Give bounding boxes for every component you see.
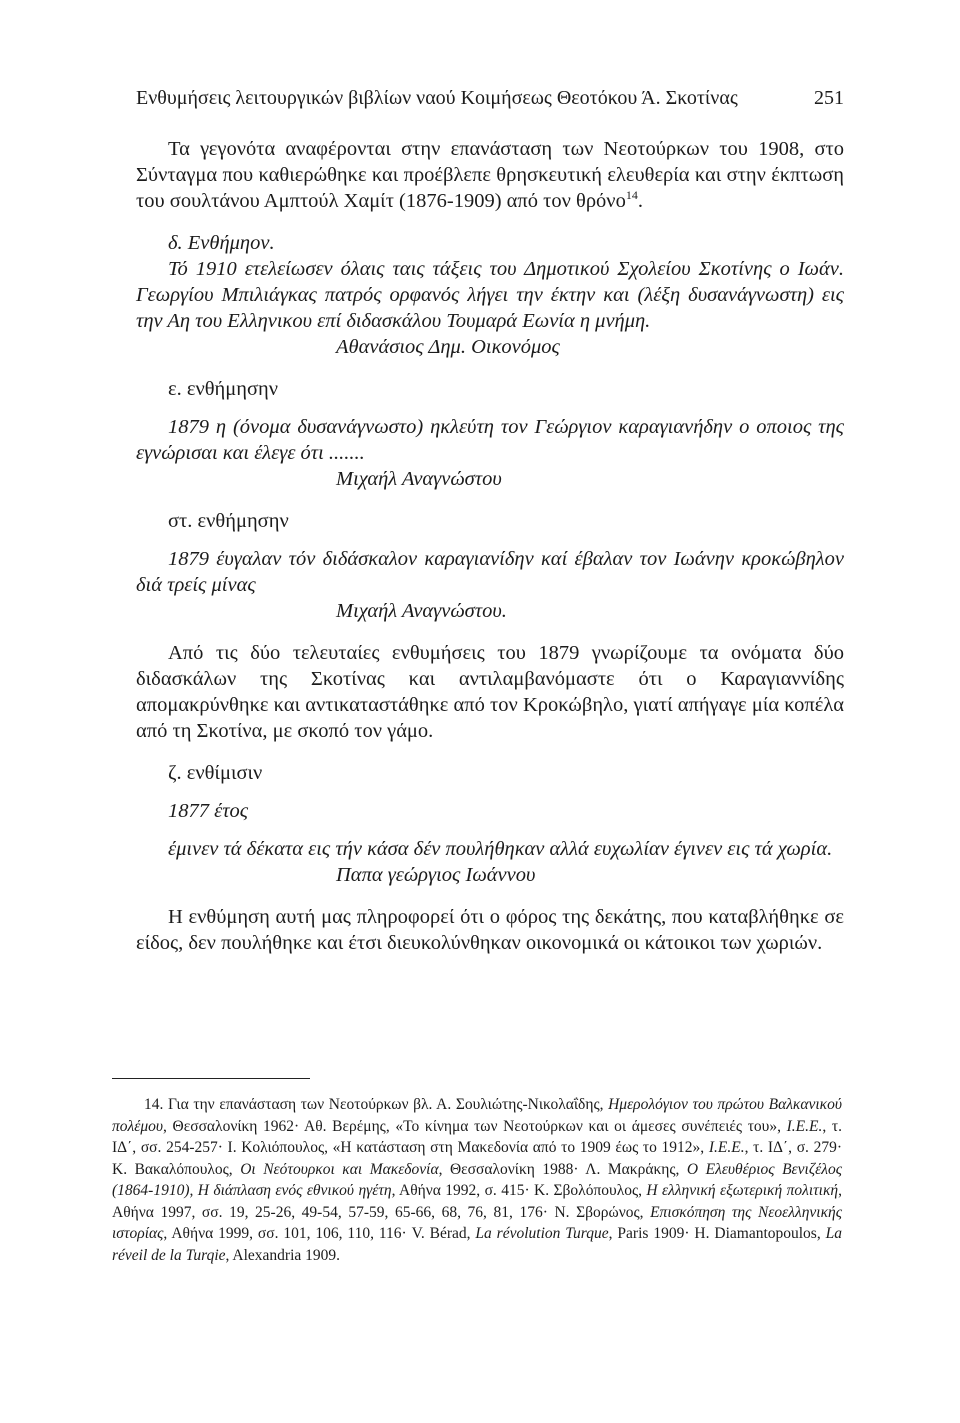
entry-st-body: 1879 έυγαλαν τόν διδάσκαλον καραγιανίδην καί έβαλαν τον Ιωάνην κροκώβηλον διά τρείς μίνας (136, 548, 844, 596)
entry-e-heading: ε. ενθήμησην (168, 378, 279, 400)
footnote-text: , τ. ΙΔ΄, σσ. 254-257· Ι. Κολιόπουλος, «Η κατάσταση στη Μακεδονία από το 1909 έως το 1912», (112, 1117, 843, 1156)
footnote-text: , Αθήνα 1992, σ. 415· Κ. Σβολόπουλος, (391, 1182, 647, 1199)
footnote-divider (112, 1078, 310, 1079)
footnote-text: , Αθήνα 1997, σσ. 19, 25-26, 49-54, 57-59, 65-66, 68, 76, 81, 176· Ν. Σβορώνος, (112, 1182, 842, 1221)
footnotes (112, 1094, 842, 1266)
running-header (136, 84, 844, 112)
footnote-title: Επισκόπηση της Νεοελληνικής ιστορίας (112, 1203, 842, 1242)
entry-e-body: 1879 η (όνομα δυσανάγνωστο) ηκλεύτη τον Γεώργιον καραγιανήδην ο οποιος της εγνώρισαι και έλεγε ότι ....... (136, 416, 844, 464)
entry-st-signature: Μιχαήλ Αναγνώστου. (336, 600, 507, 622)
entry-d-heading: δ. Ενθήμηον. (168, 232, 275, 254)
footnote-title: Ι.Ε.Ε. (708, 1139, 745, 1156)
footnote-text: , τ. ΙΔ΄, σ. 279· Κ. Βακαλόπουλος, (112, 1139, 842, 1178)
paragraph-3: Η ενθύμηση αυτή μας πληροφορεί ότι ο φόρος της δεκάτης, που καταβλήθηκε σε είδος, δεν πουλήθηκε και έτσι διευκολύνθηκαν οικονομικά οι κάτοικοι των χωριών. (136, 906, 844, 954)
footnote-title: Ημερολόγιον του πρώτου Βαλκανικού πολέμου (112, 1096, 842, 1135)
entry-z-heading: ζ. ενθίμισιν (168, 762, 263, 784)
footnote-text: , Θεσσαλονίκη 1988· Λ. Μακράκης, (438, 1160, 687, 1178)
entry-z-signature: Παπα γεώργιος Ιωάννου (336, 864, 536, 886)
footnote-ref-14[interactable]: 14 (625, 188, 638, 203)
main-text (136, 136, 844, 956)
footnote-number: 14. (144, 1096, 164, 1113)
footnote-text: , Θεσσαλονίκη 1962· Αθ. Βερέμης, «Το κίνημα των Νεοτούρκων και οι άμεσες συνέπειές του», (162, 1117, 787, 1135)
page-number: 251 (814, 87, 844, 109)
footnote-14 (112, 1094, 842, 1266)
entry-d-body: Τό 1910 ετελείωσεν όλαις ταις τάξεις του Δημοτικού Σχολείου Σκοτίνης ο Ιωάν. Γεωργίου Μπιλιάγκας πατρός ορφανός λήγει την έκτην και (λέξη δυσανάγνωστη) εις την Αη του Ελληνικου επί διδασκάλου Τουμαρά Εωνία η μνήμη. (136, 258, 844, 332)
footnote-title: Η ελληνική εξωτερική πολιτική (646, 1182, 839, 1199)
footnote-title: La révolution Turque (475, 1225, 609, 1242)
entry-z-year: 1877 έτος (168, 800, 249, 822)
paragraph-2: Από τις δύο τελευταίες ενθυμήσεις του 1879 γνωρίζουμε τα ονόματα δύο διδασκάλων της Σκοτίνας και αντιλαμβανόμαστε ότι ο Καραγιαννίδης απομακρύνθηκε και αντικαταστάθηκε από τον Κροκώβηλο, γιατί απήγαγε μία κοπέλα από τη Σκοτίνα, με σκοπό τον γάμο. (136, 642, 844, 742)
entry-st-heading: στ. ενθήμησην (168, 510, 289, 532)
entry-d-signature: Αθανάσιος Δημ. Οικονόμος (336, 336, 560, 358)
paragraph-1-text: Τα γεγονότα αναφέρονται στην επανάσταση των Νεοτούρκων του 1908, στο Σύνταγμα που καθιερώθηκε και προέβλεπε θρησκευτική ελευθερία και στην έκπτωση του σουλτάνου Αμπτούλ Χαμίτ (1876-1909) από τον θρόνο (136, 138, 844, 212)
footnote-text: , Paris 1909· H. Diamantopoulos, (608, 1225, 826, 1242)
footnote-text: , Αθήνα 1999, σσ. 101, 106, 110, 116· V. Bérad, (163, 1225, 476, 1242)
footnote-title: La réveil de la Turqie (112, 1225, 842, 1264)
footnote-title: Ι.Ε.Ε. (786, 1117, 823, 1135)
paragraph-1-end: . (637, 190, 643, 212)
running-title: Ενθυμήσεις λειτουργικών βιβλίων ναού Κοιμήσεως Θεοτόκου Ά. Σκοτίνας (136, 87, 738, 109)
footnote-text: , Alexandria 1909. (225, 1246, 341, 1264)
entry-e-signature: Μιχαήλ Αναγνώστου (336, 468, 502, 490)
entry-z-body: έμινεν τά δέκατα εις τήν κάσα δέν πουλήθηκαν αλλά ευχωλίαν έγινεν εις τά χωρία. (168, 838, 833, 860)
paragraph-1 (136, 136, 844, 214)
footnote-text: Για την επανάσταση των Νεοτούρκων βλ. Α. Σουλιώτης-Νικολαΐδης, (163, 1096, 609, 1113)
footnote-title: Ο Ελευθέριος Βενιζέλος (1864-1910), Η διάπλαση ενός εθνικού ηγέτη (112, 1160, 842, 1199)
footnote-title: Οι Νεότουρκοι και Μακεδονία (240, 1160, 439, 1178)
